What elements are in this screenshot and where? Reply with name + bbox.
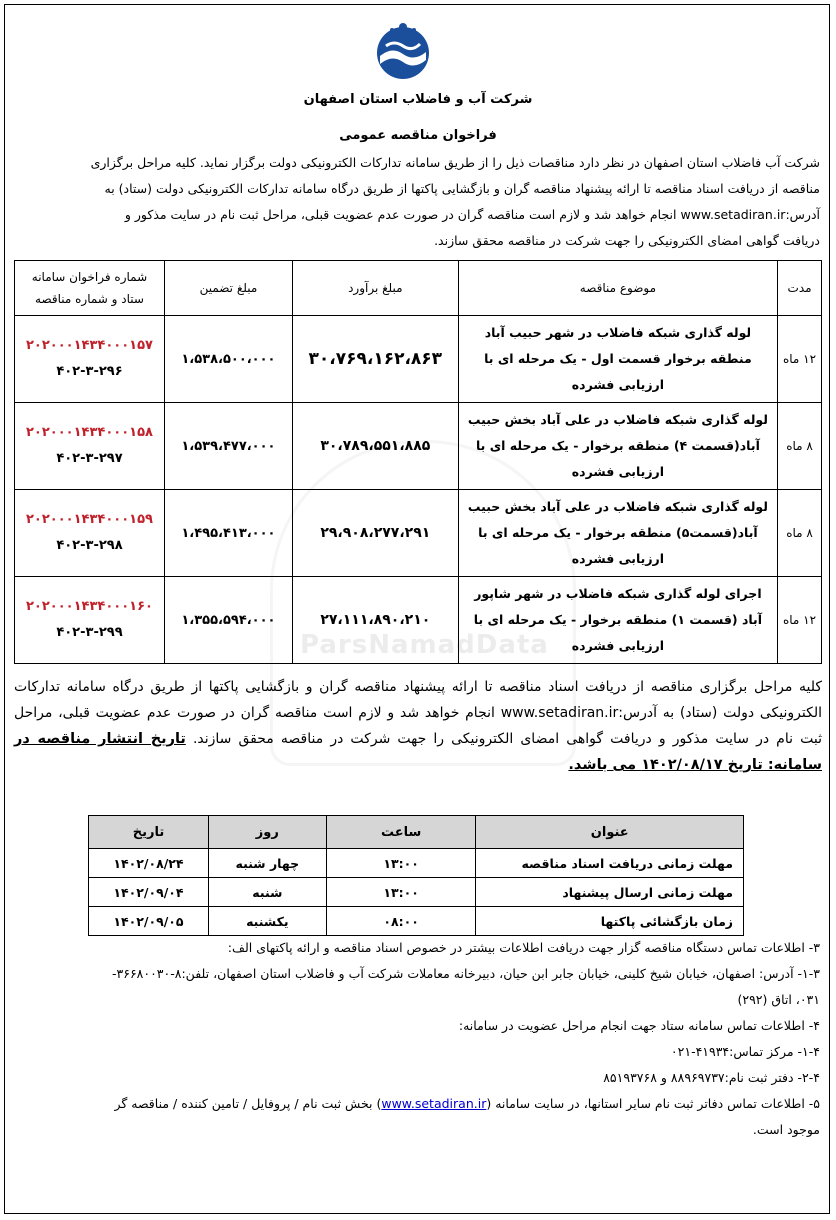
schedule-time: ۰۸:۰۰	[326, 907, 476, 936]
intro-line: آدرس:www.setadiran.ir انجام خواهد شد و لازم است مناقصه گران در صورت عدم عضویت قبلی، مراحل ثبت نام در سایت مذکور و	[124, 207, 820, 222]
schedule-row	[89, 878, 744, 907]
schedule-row	[89, 849, 744, 878]
header-tender-id-line1: شماره فراخوان سامانه	[31, 270, 148, 284]
cell-duration: ۸ ماه	[778, 490, 822, 577]
schedule-day: یکشنبه	[208, 907, 326, 936]
process-text: کلیه مراحل برگزاری مناقصه از دریافت اسناد مناقصه تا ارائه پیشنهاد مناقصه گران و بازگشایی پاکتها از طریق درگاه سامانه تدارکات الکترونیکی دولت (ستاد) به آدرس:www.setadiran.ir انجام خواهد شد و لازم است مناقصه گران در صورت عدم عضویت قبلی، مراحل ثبت نام در سایت مذکور و دریافت گواهی امضای الکترونیکی را جهت شرکت در مناقصه محقق سازند.	[14, 679, 823, 747]
cell-estimate: ۳۰،۷۸۹،۵۵۱،۸۸۵	[292, 403, 458, 490]
schedule-day: چهار شنبه	[208, 849, 326, 878]
schedule-day: شنبه	[208, 878, 326, 907]
company-logo-icon	[372, 20, 434, 82]
schedule-table	[88, 815, 744, 936]
schedule-title: مهلت زمانی دریافت اسناد مناقصه	[476, 849, 744, 878]
note-4-1: ۱-۴- مرکز تماس:۴۱۹۳۴-۰۲۱	[670, 1044, 820, 1059]
cell-subject: لوله گذاری شبکه فاضلاب در علی آباد بخش حبیب آباد(قسمت ۴) منطقه برخوار - یک مرحله ای با ارزیابی فشرده	[458, 403, 777, 490]
tender-number: ۴۰۲-۳-۲۹۹	[56, 625, 123, 640]
setad-number: ۲۰۲۰۰۰۱۴۳۴۰۰۰۱۵۹	[26, 512, 153, 527]
tender-number: ۴۰۲-۳-۲۹۷	[56, 451, 123, 466]
note-5	[16, 1091, 820, 1117]
intro-line: شرکت آب فاضلاب استان اصفهان در نظر دارد مناقصات ذیل را از طریق سامانه تدارکات الکترونیکی دولت برگزار نماید. کلیه مراحل برگزاری	[90, 155, 820, 170]
schedule-header-row	[89, 816, 744, 849]
cell-estimate: ۳۰،۷۶۹،۱۶۲،۸۶۳	[292, 316, 458, 403]
cell-subject: لوله گذاری شبکه فاضلاب در علی آباد بخش حبیب آباد(قسمت۵) منطقه برخوار - یک مرحله ای با ارزیابی فشرده	[458, 490, 777, 577]
note-3-1: ۱-۳- آدرس: اصفهان، خیابان شیخ کلینی، خیابان جابر ابن حیان، دبیرخانه معاملات شرکت آب و فاضلاب استان اصفهان، تلفن:۸-۳۶۶۸۰۰۳۰-	[112, 966, 820, 981]
header-tender-id	[15, 261, 165, 316]
publish-date: تاریخ انتشار مناقصه در سامانه: تاریخ ۱۴۰۲/۰۸/۱۷ می باشد.	[14, 731, 822, 773]
tender-number: ۴۰۲-۳-۲۹۸	[56, 538, 123, 553]
table-row	[15, 316, 822, 403]
setadiran-link[interactable]: www.setadiran.ir	[381, 1096, 487, 1111]
cell-duration: ۸ ماه	[778, 403, 822, 490]
setad-number: ۲۰۲۰۰۰۱۴۳۴۰۰۰۱۶۰	[26, 599, 153, 614]
cell-guarantee: ۱،۴۹۵،۴۱۳،۰۰۰	[164, 490, 292, 577]
note-3: ۳- اطلاعات تماس دستگاه مناقصه گزار جهت دریافت اطلاعات بیشتر در خصوص اسناد مناقصه و ارائه پاکتهای الف:	[227, 940, 820, 955]
cell-guarantee: ۱،۵۳۹،۴۷۷،۰۰۰	[164, 403, 292, 490]
table-row	[15, 577, 822, 664]
note-3-1-cont: ۰۳۱، اتاق (۲۹۲)	[737, 992, 820, 1007]
page-title: فراخوان مناقصه عمومی	[339, 128, 497, 143]
cell-tender-id	[15, 316, 165, 403]
note-5-pre: ۵- اطلاعات تماس دفاتر ثبت نام سایر استانها، در سایت سامانه (	[486, 1096, 820, 1111]
schedule-date: ۱۴۰۲/۰۸/۲۴	[89, 849, 209, 878]
cell-tender-id	[15, 577, 165, 664]
watermark-text: ParsNamadData	[300, 630, 549, 660]
header-subject: موضوع مناقصه	[458, 261, 777, 316]
cell-tender-id	[15, 490, 165, 577]
table-row	[15, 403, 822, 490]
intro-line: مناقصه از دریافت اسناد مناقصه تا ارائه پیشنهاد مناقصه گران و بازگشایی پاکتها از طریق درگاه سامانه تدارکات الکترونیکی دولت (ستاد) به	[104, 181, 820, 196]
tender-number: ۴۰۲-۳-۲۹۶	[56, 364, 123, 379]
note-4: ۴- اطلاعات تماس سامانه ستاد جهت انجام مراحل عضویت در سامانه:	[458, 1018, 820, 1033]
setad-number: ۲۰۲۰۰۰۱۴۳۴۰۰۰۱۵۷	[26, 338, 153, 353]
note-4-2: ۲-۴- دفتر ثبت نام:۸۸۹۶۹۷۳۷ و ۸۵۱۹۳۷۶۸	[603, 1070, 820, 1085]
process-paragraph	[14, 674, 822, 778]
header-day: روز	[208, 816, 326, 849]
company-name: شرکت آب و فاضلاب استان اصفهان	[303, 92, 533, 107]
schedule-date: ۱۴۰۲/۰۹/۰۵	[89, 907, 209, 936]
header-time: ساعت	[326, 816, 476, 849]
intro-paragraph	[16, 150, 820, 254]
setad-number: ۲۰۲۰۰۰۱۴۳۴۰۰۰۱۵۸	[26, 425, 153, 440]
header-duration: مدت	[778, 261, 822, 316]
contact-notes	[16, 935, 820, 1143]
cell-subject: اجرای لوله گذاری شبکه فاضلاب در شهر شاپور آباد (قسمت ۱) منطقه برخوار - یک مرحله ای با ارزیابی فشرده	[458, 577, 777, 664]
cell-guarantee: ۱،۳۵۵،۵۹۴،۰۰۰	[164, 577, 292, 664]
intro-line: دریافت گواهی امضای الکترونیکی را جهت شرکت در مناقصه محقق سازند.	[434, 233, 820, 248]
cell-estimate: ۲۹،۹۰۸،۲۷۷،۲۹۱	[292, 490, 458, 577]
schedule-time: ۱۳:۰۰	[326, 849, 476, 878]
cell-subject: لوله گذاری شبکه فاضلاب در شهر حبیب آباد منطقه برخوار قسمت اول - یک مرحله ای با ارزیابی فشرده	[458, 316, 777, 403]
schedule-title: مهلت زمانی ارسال پیشنهاد	[476, 878, 744, 907]
schedule-row	[89, 907, 744, 936]
tenders-table	[14, 260, 822, 664]
cell-tender-id	[15, 403, 165, 490]
note-5-cont: موجود است.	[752, 1122, 820, 1137]
cell-duration: ۱۲ ماه	[778, 577, 822, 664]
note-5-post: ) بخش ثبت نام / پروفایل / تامین کننده / مناقصه گر	[114, 1096, 382, 1111]
table-header-row	[15, 261, 822, 316]
header-title: عنوان	[476, 816, 744, 849]
table-row	[15, 490, 822, 577]
cell-duration: ۱۲ ماه	[778, 316, 822, 403]
schedule-date: ۱۴۰۲/۰۹/۰۴	[89, 878, 209, 907]
header-estimate: مبلغ برآورد	[292, 261, 458, 316]
schedule-time: ۱۳:۰۰	[326, 878, 476, 907]
cell-guarantee: ۱،۵۳۸،۵۰۰،۰۰۰	[164, 316, 292, 403]
header-guarantee: مبلغ تضمین	[164, 261, 292, 316]
header-date: تاریخ	[89, 816, 209, 849]
header-tender-id-line2: ستاد و شماره مناقصه	[35, 292, 144, 306]
cell-estimate: ۲۷،۱۱۱،۸۹۰،۲۱۰	[292, 577, 458, 664]
schedule-title: زمان بازگشائی پاکتها	[476, 907, 744, 936]
